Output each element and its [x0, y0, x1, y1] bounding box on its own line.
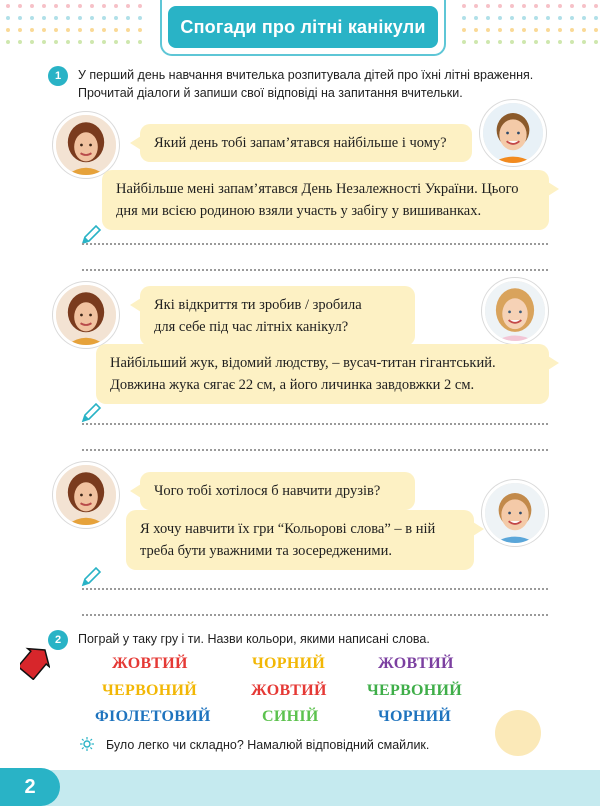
boy-avatar [480, 100, 546, 166]
answer-line[interactable] [82, 423, 548, 425]
header-dot [462, 28, 466, 32]
header-dot [126, 40, 130, 44]
header-dot [138, 16, 142, 20]
header-dot [510, 4, 514, 8]
header-dot [78, 40, 82, 44]
header-dot [582, 28, 586, 32]
teacher-face-icon [56, 115, 116, 175]
header-dot [582, 40, 586, 44]
header-dot [78, 16, 82, 20]
page-number: 2 [0, 768, 60, 806]
answer-text-line1: Я хочу навчити їх гри “Кольорові слова” – в ній [140, 521, 436, 537]
header-dot [102, 40, 106, 44]
header-dot [138, 40, 142, 44]
header-dot [138, 4, 142, 8]
header-dot [570, 40, 574, 44]
answer-text-line2: дня ми всією родиною взяли участь у забігу у вишиванках. [116, 203, 482, 219]
color-word: ЖОВТИЙ [251, 682, 327, 699]
header-dot [546, 28, 550, 32]
header-dot [498, 4, 502, 8]
header-dot [54, 4, 58, 8]
header-dot [558, 40, 562, 44]
task2-instruction: Пограй у таку гру і ти. Назви кольори, якими написані слова. [78, 632, 430, 646]
header-dot [138, 28, 142, 32]
color-word: ЧЕРВОНИЙ [367, 682, 463, 699]
header-dot [6, 40, 10, 44]
answer-line[interactable] [82, 243, 548, 245]
teacher-question-bubble-1 [140, 124, 472, 162]
sun-icon [80, 737, 94, 751]
answer-line[interactable] [82, 588, 548, 590]
color-word: ЖОВТИЙ [378, 655, 454, 672]
color-word: ЧОРНИЙ [252, 655, 326, 672]
header-dot [30, 4, 34, 8]
header-dot [126, 28, 130, 32]
header-dot [594, 28, 598, 32]
header-dot [54, 16, 58, 20]
header-dot [534, 16, 538, 20]
header-dot [126, 4, 130, 8]
teacher-face-icon [56, 285, 116, 345]
header-dot [498, 16, 502, 20]
answer-text-line2: Довжина жука сягає 22 см, а його личинка завдовжки 2 см. [110, 377, 475, 393]
task1-instruction-line1: У перший день навчання вчителька розпитувала дітей про їхні літні враження. [78, 68, 534, 82]
question-text-line1: Які відкриття ти зробив / зробила [154, 297, 362, 313]
header-dot [522, 16, 526, 20]
header-dot [42, 4, 46, 8]
pencil-icon [80, 566, 102, 588]
header-dot [42, 16, 46, 20]
header-dot [534, 4, 538, 8]
teacher-face-icon [56, 465, 116, 525]
header-dot [30, 16, 34, 20]
header-dot [474, 16, 478, 20]
header-dot [486, 28, 490, 32]
girl-face-icon [485, 281, 545, 341]
header-dot [594, 4, 598, 8]
answer-text-line1: Найбільше мені запам’ятався День Незалежності України. Цього [116, 181, 519, 197]
header-dot [474, 40, 478, 44]
teacher-avatar [53, 282, 119, 348]
header-dot [30, 28, 34, 32]
header-dot [486, 16, 490, 20]
header-dot [486, 40, 490, 44]
header-dot [522, 28, 526, 32]
header-dot [510, 28, 514, 32]
answer-line[interactable] [82, 614, 548, 616]
header-dot [90, 28, 94, 32]
header-dot [594, 40, 598, 44]
header-dot [582, 16, 586, 20]
header-dot [570, 4, 574, 8]
answer-text-line2: треба бути уважними та зосередженими. [140, 543, 392, 559]
page-title: Спогади про літні канікули [180, 16, 426, 37]
header-dot [78, 28, 82, 32]
header-dot [90, 16, 94, 20]
student-answer-bubble-2 [96, 344, 549, 404]
student-answer-bubble-1 [102, 170, 549, 230]
question-text-line2: для себе під час літніх канікул? [154, 319, 349, 335]
header-dot [126, 16, 130, 20]
student-answer-bubble-3 [126, 510, 474, 570]
color-word: ЧЕРВОНИЙ [102, 682, 198, 699]
answer-line[interactable] [82, 269, 548, 271]
header-dot [474, 4, 478, 8]
boy-avatar-2 [482, 480, 548, 546]
header-dot [558, 16, 562, 20]
header-dot [18, 40, 22, 44]
header-dot [486, 4, 490, 8]
reflection-prompt: Було легко чи складно? Намалюй відповідний смайлик. [106, 738, 430, 752]
arrow-marker-icon [20, 646, 50, 680]
header-dot [54, 40, 58, 44]
title-tab [160, 0, 446, 56]
header-dot [510, 16, 514, 20]
header-dot [546, 16, 550, 20]
header-dot [522, 40, 526, 44]
header-dot [498, 28, 502, 32]
teacher-question-bubble-2 [140, 286, 415, 346]
header-dot [66, 40, 70, 44]
question-text: Який день тобі запам’ятався найбільше і чому? [154, 135, 447, 151]
header-dot [534, 28, 538, 32]
header-dot [42, 28, 46, 32]
task-number-1: 1 [48, 66, 68, 86]
header-dot [54, 28, 58, 32]
header-dot [498, 40, 502, 44]
boy-face-icon [483, 103, 543, 163]
header-dot [6, 4, 10, 8]
header-dot [522, 4, 526, 8]
header-dot [90, 4, 94, 8]
header-dot [546, 4, 550, 8]
header-dot [558, 4, 562, 8]
header-dot [90, 40, 94, 44]
header-dot [558, 28, 562, 32]
question-text: Чого тобі хотілося б навчити друзів? [154, 483, 381, 499]
header-dot [18, 28, 22, 32]
header-dot [30, 40, 34, 44]
task1-instruction-line2: Прочитай діалоги й запиши свої відповіді на запитання вчительки. [78, 86, 463, 100]
header-dot [102, 4, 106, 8]
header-dot [114, 28, 118, 32]
task-number-2: 2 [48, 630, 68, 650]
header-dot [570, 16, 574, 20]
smiley-drawing-area[interactable] [495, 710, 541, 756]
pencil-icon [80, 402, 102, 424]
header-dot [594, 16, 598, 20]
answer-line[interactable] [82, 449, 548, 451]
header-dot [78, 4, 82, 8]
color-word: СИНІЙ [262, 708, 319, 725]
header-dot [582, 4, 586, 8]
teacher-question-bubble-3 [140, 472, 415, 510]
girl-avatar [482, 278, 548, 344]
teacher-avatar [53, 462, 119, 528]
header-dot [102, 16, 106, 20]
header-dot [6, 28, 10, 32]
header-dot [114, 4, 118, 8]
answer-text-line1: Найбільший жук, відомий людству, – вусач-титан гігантський. [110, 355, 496, 371]
header-dot [510, 40, 514, 44]
header-dot [114, 16, 118, 20]
boy-face-icon [485, 483, 545, 543]
header-dot [42, 40, 46, 44]
header-dot [66, 16, 70, 20]
footer-band [0, 770, 600, 806]
header-dot [462, 4, 466, 8]
header-dot [18, 4, 22, 8]
header-dot [114, 40, 118, 44]
color-word: ФІОЛЕТОВИЙ [95, 708, 211, 725]
color-word: ЖОВТИЙ [112, 655, 188, 672]
header-dot [474, 28, 478, 32]
header-dot [18, 16, 22, 20]
header-dot [6, 16, 10, 20]
header-dot [102, 28, 106, 32]
header-dot [546, 40, 550, 44]
color-word: ЧОРНИЙ [378, 708, 452, 725]
header-dot [462, 16, 466, 20]
title-banner [168, 6, 438, 48]
header-dot [66, 4, 70, 8]
header-dot [462, 40, 466, 44]
header-dot [534, 40, 538, 44]
header-dot [66, 28, 70, 32]
header-dot [570, 28, 574, 32]
teacher-avatar [53, 112, 119, 178]
